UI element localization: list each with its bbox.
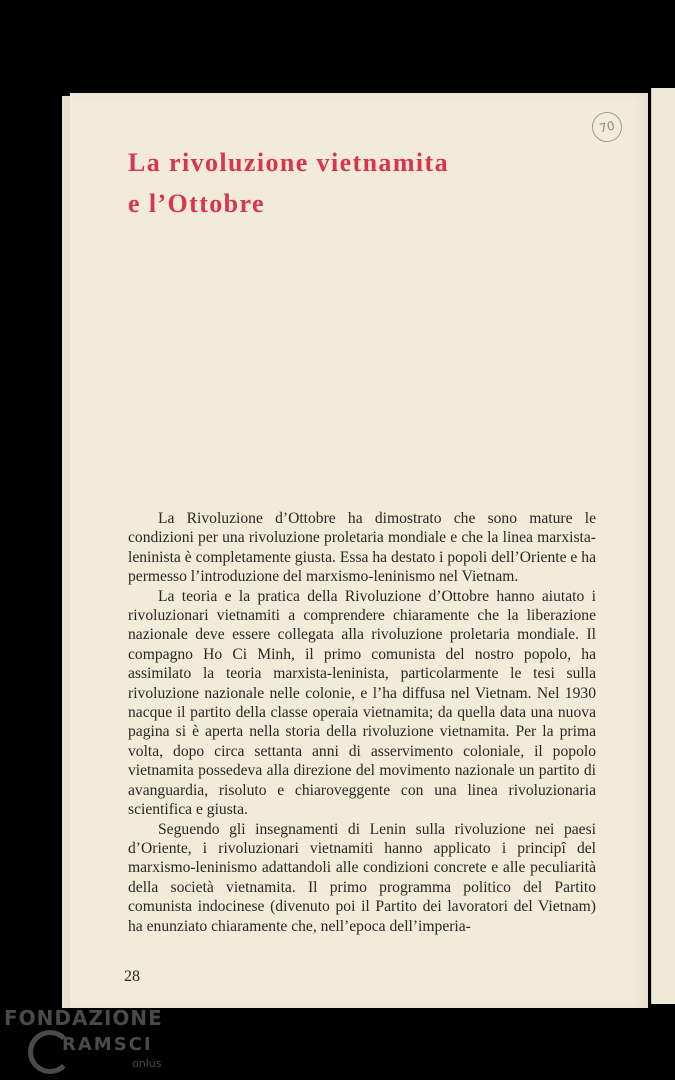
chapter-title-line-1: La rivoluzione vietnamita — [128, 148, 449, 177]
logo-line-2: RAMSCI — [62, 1034, 153, 1055]
fondazione-gramsci-logo — [4, 1006, 169, 1076]
paragraph-2: La teoria e la pratica della Rivoluzione d’Ottobre hanno aiutato i rivoluzionari vietnamiti a comprendere chiaramente che la liberazione nazionale deve essere collegata alla rivoluzione proletaria mondiale. Il compagno Ho Ci Minh, il primo comunista del nostro popolo, ha assimilato la teoria marxista-leninista, particolarmente le tesi sulla rivoluzione nazionale nelle colonie, e l’ha diffusa nel Vietnam. Nel 1930 nacque il partito della classe operaia vietnamita; da quella data una nuova pagina si è aperta nella storia della rivoluzione vietnamita. Per la prima volta, dopo circa settanta anni di asservimento coloniale, il popolo vietnamita possedeva alla direzione del movimento nazionale un partito di avanguardia, risoluto e chiaroveggente con una linea rivoluzionaria scientifica e giusta. — [128, 587, 596, 819]
paragraph-1: La Rivoluzione d’Ottobre ha dimostrato che sono mature le condizioni per una rivoluzione proletaria mondiale e che la linea marxista-leninista è completamente giusta. Essa ha destato i popoli dell’Oriente e ha permesso l’introduzione del marxismo-leninismo nel Vietnam. — [128, 510, 596, 586]
chapter-title-line-2: e l’Ottobre — [128, 189, 265, 218]
chapter-title — [128, 142, 449, 224]
page-number: 28 — [124, 968, 140, 985]
logo-line-1: FONDAZIONE — [4, 1006, 163, 1030]
archive-stamp: 70 — [589, 109, 625, 145]
paragraph-3: Seguendo gli insegnamenti di Lenin sulla rivoluzione nei paesi d’Oriente, i rivoluzionari vietnamiti hanno applicato i principî del marxismo-leninismo adattandoli alle condizioni concrete e alle peculiarità della società vietnamita. Il primo programma politico del Partito comunista indocinese (divenuto poi il Partito dei lavoratori del Vietnam) ha enunziato chiaramente che, nell’epoca dell’imperia- — [128, 820, 596, 935]
body-text — [128, 509, 596, 936]
logo-line-3: onlus — [132, 1057, 162, 1070]
facing-page-edge — [651, 88, 675, 1004]
